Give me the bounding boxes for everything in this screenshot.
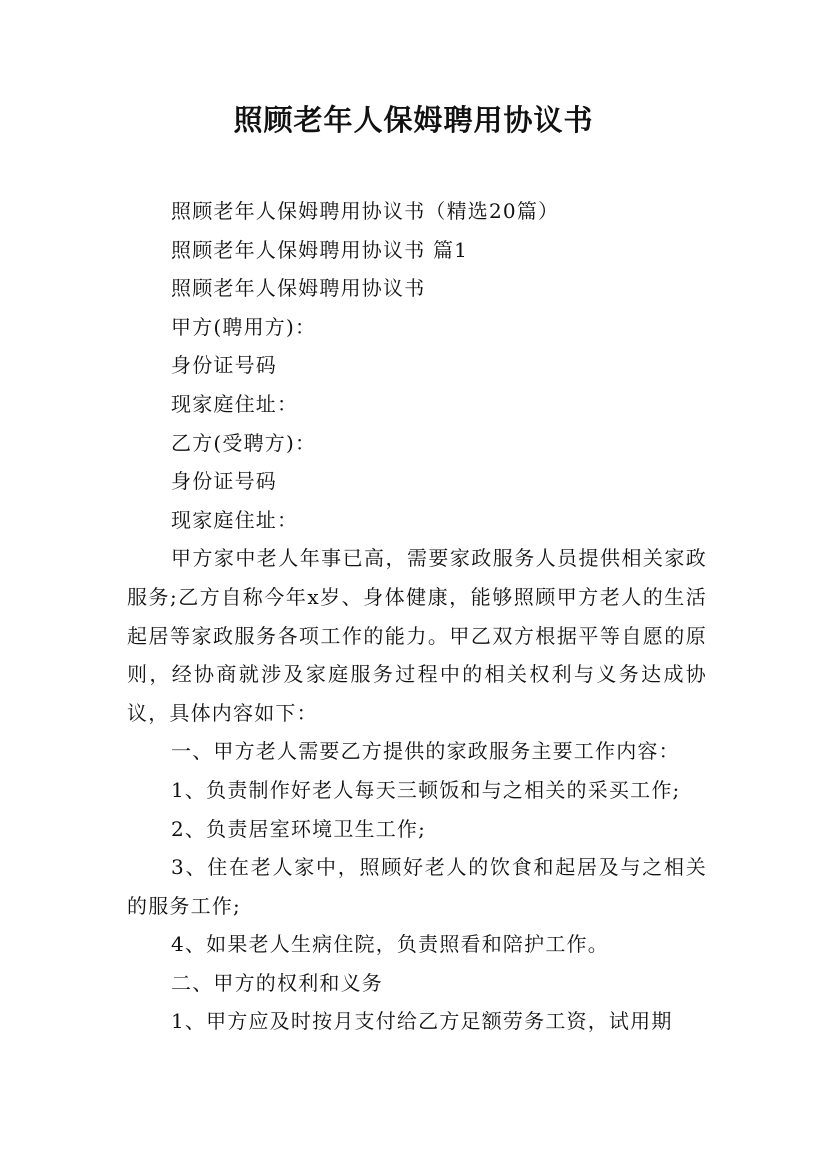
document-title: 照顾老年人保姆聘用协议书 xyxy=(233,103,594,137)
section1-item: 4、如果老人生病住院，负责照看和陪护工作。 xyxy=(171,932,609,957)
document-body xyxy=(127,192,707,1041)
party-a-id-label: 身份证号码 xyxy=(171,353,277,378)
party-a-address-label: 现家庭住址： xyxy=(171,391,299,416)
subtitle-line: 照顾老年人保姆聘用协议书（精选20篇） xyxy=(171,199,560,223)
agreement-name: 照顾老年人保姆聘用协议书 xyxy=(171,276,426,301)
party-b-id-label: 身份证号码 xyxy=(171,469,277,494)
section1-item: 3、住在老人家中，照顾好老人的饮食和起居及与之相关的服务工作; xyxy=(127,855,707,918)
section1-item: 2、负责居室环境卫生工作; xyxy=(171,816,427,841)
party-b-address-label: 现家庭住址： xyxy=(171,507,299,532)
intro-paragraph: 甲方家中老人年事已高，需要家政服务人员提供相关家政服务;乙方自称今年x岁、身体健康，能够照顾甲方老人的生活起居等家政服务各项工作的能力。甲乙双方根据平等自愿的原则，经协商就涉及家庭服务过程中的相关权利与义务达成协议，具体内容如下： xyxy=(127,546,707,725)
party-b-label: 乙方(受聘方)： xyxy=(171,430,317,455)
article-heading: 照顾老年人保姆聘用协议书 篇1 xyxy=(171,237,469,262)
section2-item: 1、甲方应及时按月支付给乙方足额劳务工资，试用期 xyxy=(171,1009,673,1034)
section1-item: 1、负责制作好老人每天三顿饭和与之相关的采买工作; xyxy=(171,777,681,802)
section1-heading: 一、甲方老人需要乙方提供的家政服务主要工作内容： xyxy=(171,739,680,764)
party-a-label: 甲方(聘用方)： xyxy=(171,314,317,339)
section2-heading: 二、甲方的权利和义务 xyxy=(171,970,383,995)
